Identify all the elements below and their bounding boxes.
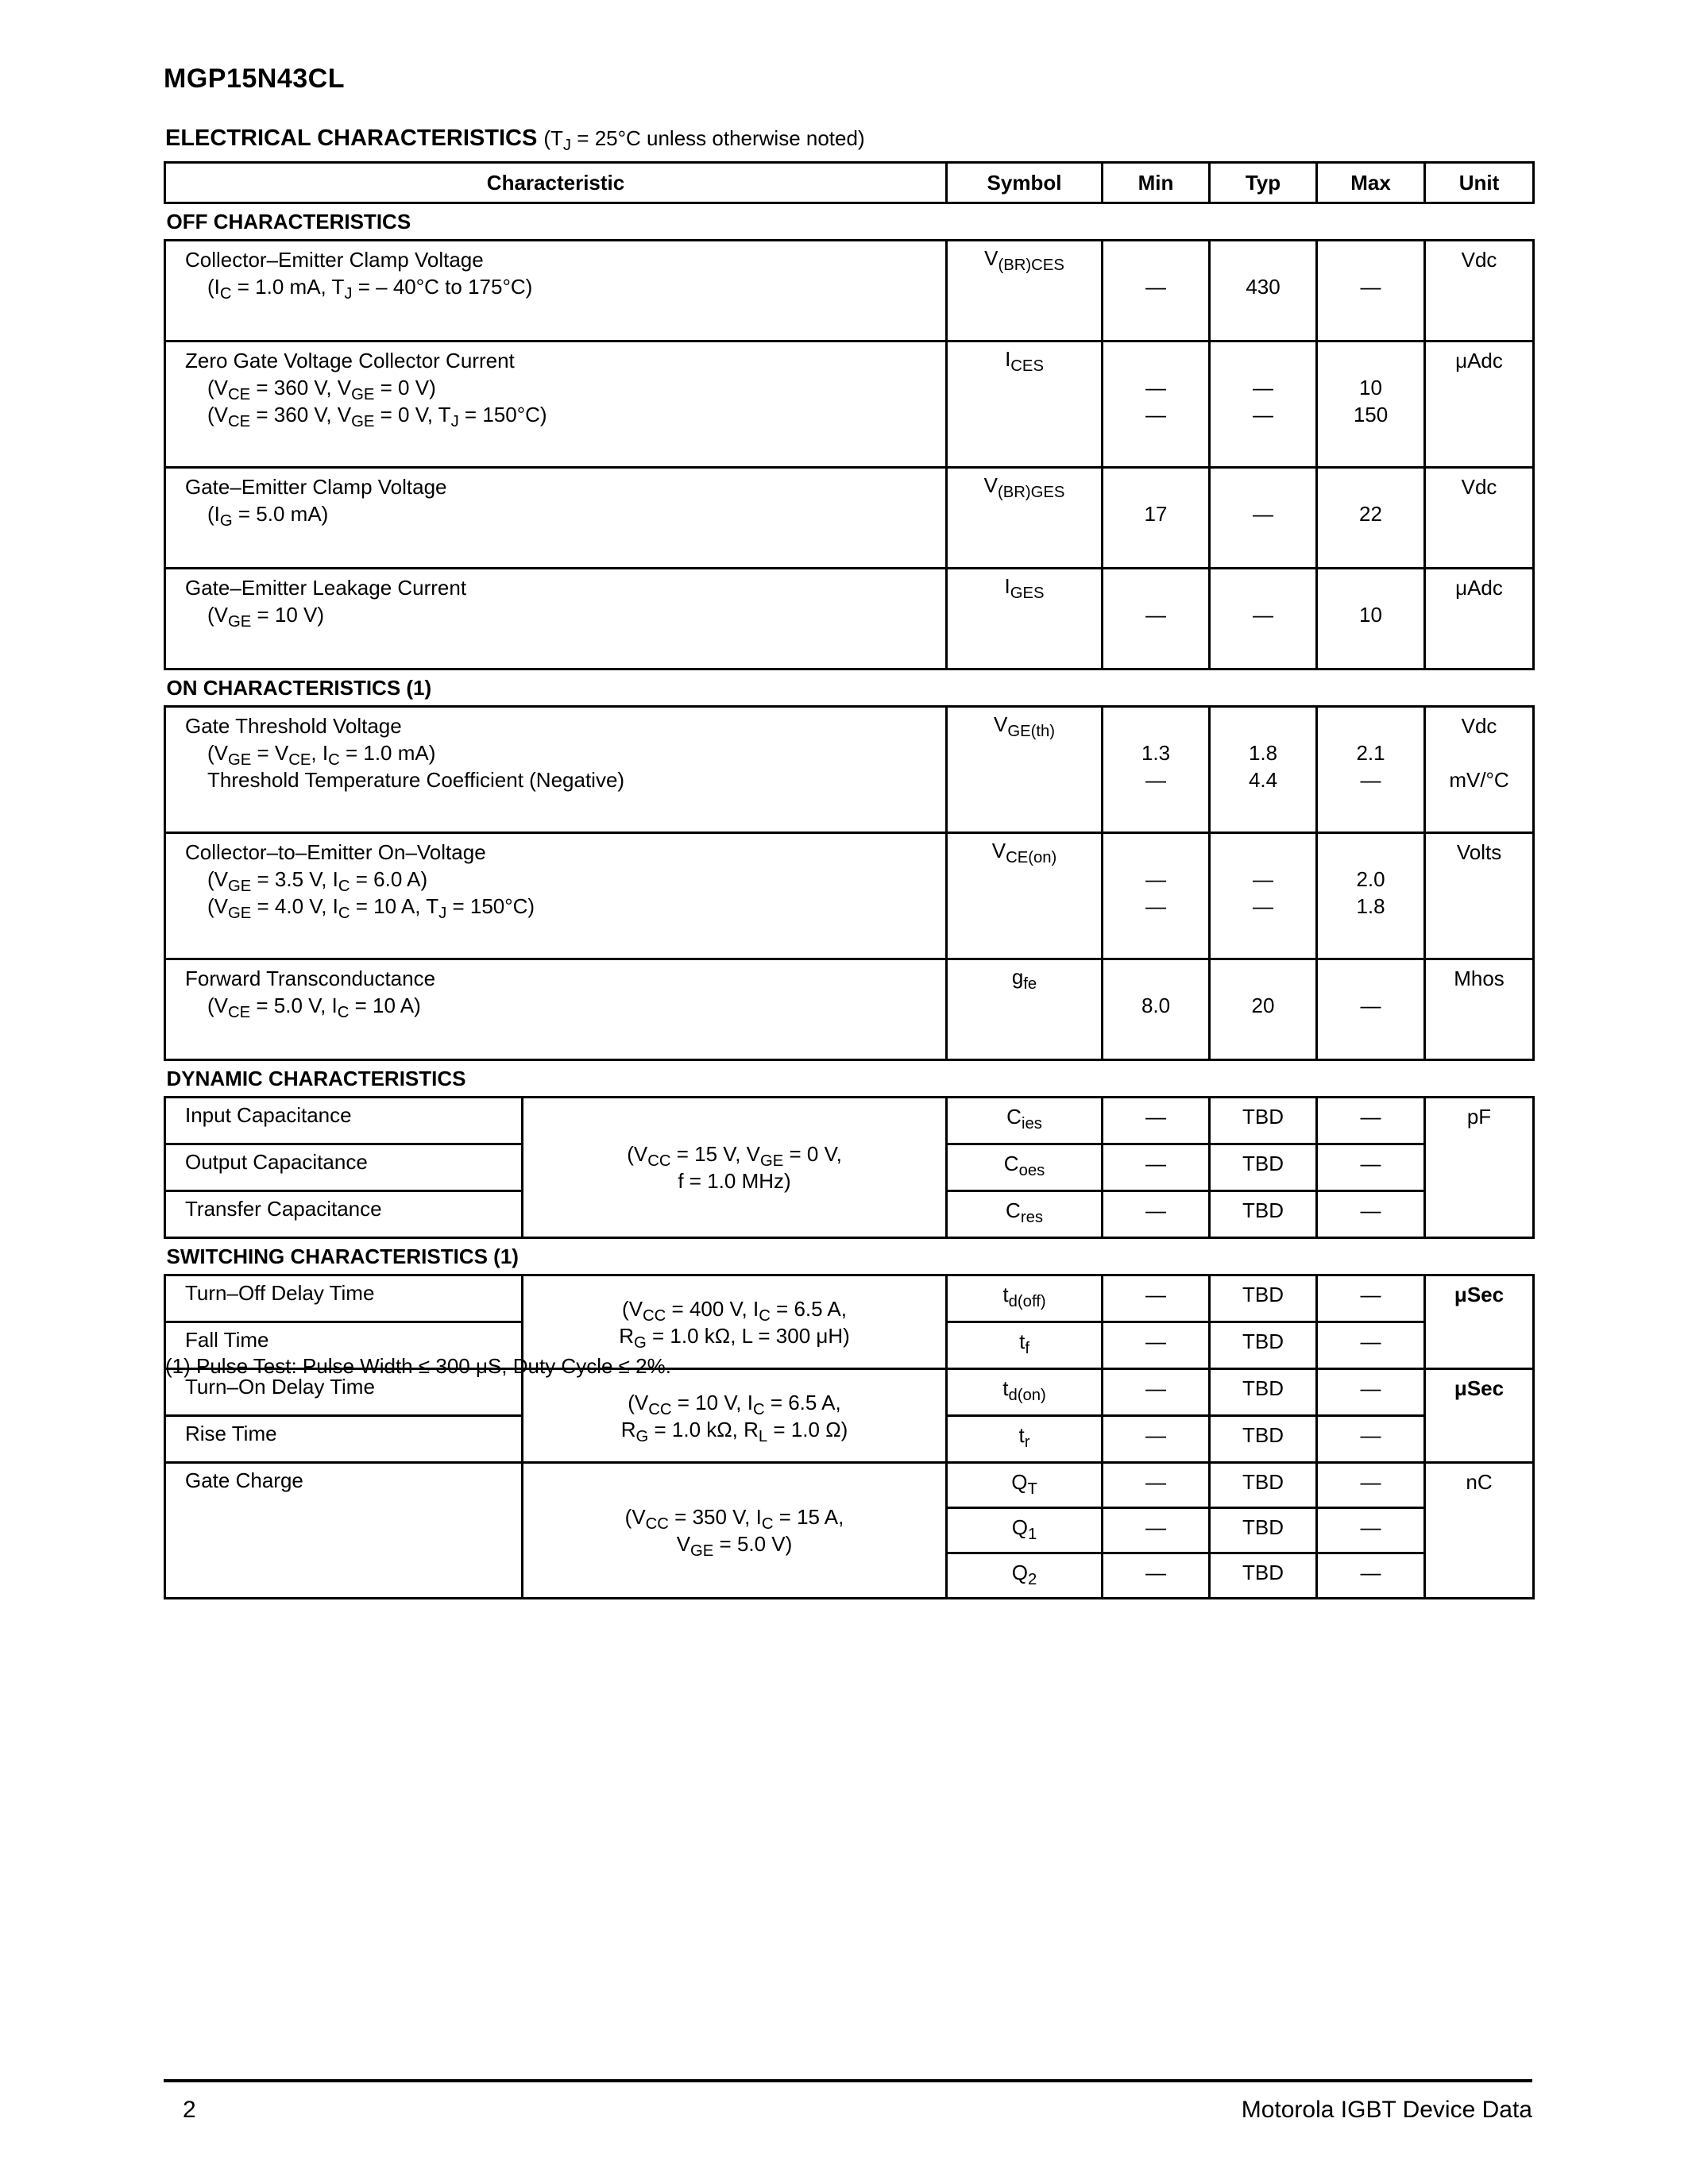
min-cell: — <box>1103 1508 1210 1553</box>
table-row <box>165 959 1534 1060</box>
max-cell: — <box>1317 1369 1425 1416</box>
characteristic-cell: Collector–Emitter Clamp Voltage ($I_C = 1.0$ mA, $T_J$ = – 40°C to 175°C) <box>165 241 947 341</box>
max-cell: — <box>1317 959 1425 1060</box>
min-cell: 1.3 — <box>1103 707 1210 833</box>
max-cell: — <box>1317 1416 1425 1463</box>
heading-title: ELECTRICAL CHARACTERISTICS <box>165 125 538 151</box>
part-number: MGP15N43CL <box>164 64 345 94</box>
min-cell: — <box>1103 241 1210 341</box>
characteristic-cell: Output Capacitance <box>165 1144 523 1191</box>
characteristic-cell: Turn–Off Delay Time <box>165 1275 523 1322</box>
symbol-cell: $g_{fe}$ <box>947 959 1103 1060</box>
col-header-min: Min <box>1103 163 1210 203</box>
symbol-cell: $I_{CES}$ <box>947 341 1103 468</box>
max-cell: 10 <box>1317 569 1425 669</box>
max-cell: — <box>1317 1322 1425 1369</box>
typ-cell: TBD <box>1210 1416 1317 1463</box>
typ-cell: TBD <box>1210 1098 1317 1144</box>
min-cell: — <box>1103 1463 1210 1508</box>
unit-cell: nC <box>1425 1463 1534 1599</box>
typ-cell: TBD <box>1210 1322 1317 1369</box>
footnote: (1) Pulse Test: Pulse Width ≤ 300 μS, Duty Cycle ≤ 2%. <box>165 1354 671 1378</box>
page-number: 2 <box>183 2097 196 2123</box>
symbol-cell: $t_f$ <box>947 1322 1103 1369</box>
max-cell: 2.1 — <box>1317 707 1425 833</box>
typ-cell: TBD <box>1210 1553 1317 1599</box>
table-row <box>165 1098 1534 1144</box>
characteristic-cell: Gate Charge <box>165 1463 523 1599</box>
table-heading <box>165 125 865 155</box>
typ-cell: — — <box>1210 341 1317 468</box>
max-cell: — <box>1317 1275 1425 1322</box>
symbol-cell: $V_{CE(on)}$ <box>947 833 1103 959</box>
characteristic-cell: Rise Time <box>165 1416 523 1463</box>
min-cell: — — <box>1103 341 1210 468</box>
characteristic-cell: Gate Threshold Voltage ($V_{GE} = V_{CE}$, $I_C = 1.0$ mA) Threshold Temperature Coefficient (Negative) <box>165 707 947 833</box>
max-cell: — <box>1317 1191 1425 1238</box>
min-cell: — — <box>1103 833 1210 959</box>
max-cell: — <box>1317 1463 1425 1508</box>
min-cell: — <box>1103 1098 1210 1144</box>
unit-cell: Vdc mV/°C <box>1425 707 1534 833</box>
symbol-cell: $V_{(BR)GES}$ <box>947 468 1103 569</box>
table-row <box>165 241 1534 341</box>
max-cell: 22 <box>1317 468 1425 569</box>
typ-cell: TBD <box>1210 1463 1317 1508</box>
typ-cell: TBD <box>1210 1275 1317 1322</box>
test-condition-cell: ($V_{CC} = 10$ V, $I_C = 6.5$ A, $R_G = 1.0$ kΩ, $R_L = 1.0$ Ω) <box>523 1369 947 1463</box>
table-row <box>165 1275 1534 1322</box>
symbol-cell: $Q_T$ <box>947 1463 1103 1508</box>
col-header-characteristic: Characteristic <box>165 163 947 203</box>
unit-cell: μSec <box>1425 1369 1534 1463</box>
unit-cell: μAdc <box>1425 341 1534 468</box>
typ-cell: — <box>1210 569 1317 669</box>
symbol-cell: $I_{GES}$ <box>947 569 1103 669</box>
characteristic-cell: Forward Transconductance ($V_{CE} = 5.0$ V, $I_C = 10$ A) <box>165 959 947 1060</box>
symbol-cell: $Q_2$ <box>947 1553 1103 1599</box>
symbol-cell: $C_{oes}$ <box>947 1144 1103 1191</box>
col-header-unit: Unit <box>1425 163 1534 203</box>
characteristic-cell: Gate–Emitter Clamp Voltage ($I_G = 5.0$ mA) <box>165 468 947 569</box>
col-header-symbol: Symbol <box>947 163 1103 203</box>
characteristic-cell: Gate–Emitter Leakage Current ($V_{GE} = 10$ V) <box>165 569 947 669</box>
min-cell: 17 <box>1103 468 1210 569</box>
col-header-max: Max <box>1317 163 1425 203</box>
max-cell: — <box>1317 241 1425 341</box>
typ-cell: TBD <box>1210 1144 1317 1191</box>
unit-cell: Vdc <box>1425 241 1534 341</box>
min-cell: — <box>1103 569 1210 669</box>
footer-rule <box>164 2079 1532 2082</box>
section-on-characteristics: ON CHARACTERISTICS (1) <box>165 669 1534 707</box>
unit-cell: Vdc <box>1425 468 1534 569</box>
symbol-cell: $V_{GE(th)}$ <box>947 707 1103 833</box>
characteristic-cell: Fall Time <box>165 1322 523 1369</box>
min-cell: — <box>1103 1144 1210 1191</box>
section-dynamic-characteristics: DYNAMIC CHARACTERISTICS <box>165 1060 1534 1098</box>
max-cell: 10 150 <box>1317 341 1425 468</box>
symbol-cell: $V_{(BR)CES}$ <box>947 241 1103 341</box>
heading-note: ($T_J = 25^\circ C$ unless otherwise noted) <box>543 126 865 155</box>
section-off-characteristics: OFF CHARACTERISTICS <box>165 203 1534 241</box>
table-row <box>165 569 1534 669</box>
typ-cell: — — <box>1210 833 1317 959</box>
test-condition-cell: ($V_{CC} = 350$ V, $I_C = 15$ A, $V_{GE} = 5.0$ V) <box>523 1463 947 1599</box>
header-row <box>165 163 1534 203</box>
table-row <box>165 707 1534 833</box>
unit-cell: μAdc <box>1425 569 1534 669</box>
min-cell: — <box>1103 1369 1210 1416</box>
typ-cell: 430 <box>1210 241 1317 341</box>
unit-cell: Mhos <box>1425 959 1534 1060</box>
typ-cell: 1.8 4.4 <box>1210 707 1317 833</box>
symbol-cell: $t_{d(on)}$ <box>947 1369 1103 1416</box>
unit-cell: Volts <box>1425 833 1534 959</box>
typ-cell: — <box>1210 468 1317 569</box>
table-row <box>165 833 1534 959</box>
footer-document-title: Motorola IGBT Device Data <box>1241 2097 1532 2123</box>
max-cell: — <box>1317 1553 1425 1599</box>
max-cell: — <box>1317 1098 1425 1144</box>
min-cell: 8.0 <box>1103 959 1210 1060</box>
typ-cell: TBD <box>1210 1508 1317 1553</box>
max-cell: 2.0 1.8 <box>1317 833 1425 959</box>
symbol-cell: $t_r$ <box>947 1416 1103 1463</box>
test-condition-cell: ($V_{CC} = 15$ V, $V_{GE} = 0$ V, f = 1.0 MHz) <box>523 1098 947 1238</box>
characteristic-cell: Collector–to–Emitter On–Voltage ($V_{GE} = 3.5$ V, $I_C = 6.0$ A) ($V_{GE} = 4.0$ V, $I_C = 10$ A, $T_J = 150^\circ C$) <box>165 833 947 959</box>
typ-cell: TBD <box>1210 1191 1317 1238</box>
typ-cell: 20 <box>1210 959 1317 1060</box>
max-cell: — <box>1317 1508 1425 1553</box>
min-cell: — <box>1103 1275 1210 1322</box>
typ-cell: TBD <box>1210 1369 1317 1416</box>
characteristic-cell: Zero Gate Voltage Collector Current ($V_{CE} = 360$ V, $V_{GE} = 0$ V) ($V_{CE} = 360$ V, $V_{GE} = 0$ V, $T_J = 150^\circ C$) <box>165 341 947 468</box>
max-cell: — <box>1317 1144 1425 1191</box>
table-row <box>165 341 1534 468</box>
min-cell: — <box>1103 1322 1210 1369</box>
col-header-typ: Typ <box>1210 163 1317 203</box>
characteristic-cell: Input Capacitance <box>165 1098 523 1144</box>
unit-cell: pF <box>1425 1098 1534 1238</box>
test-condition-cell: ($V_{CC} = 400$ V, $I_C = 6.5$ A, $R_G = 1.0$ kΩ, L = 300 μH) <box>523 1275 947 1369</box>
min-cell: — <box>1103 1191 1210 1238</box>
min-cell: — <box>1103 1416 1210 1463</box>
characteristic-cell: Transfer Capacitance <box>165 1191 523 1238</box>
electrical-characteristics-table <box>164 161 1535 1599</box>
section-switching-characteristics: SWITCHING CHARACTERISTICS (1) <box>165 1238 1534 1275</box>
characteristic-cell: Turn–On Delay Time <box>165 1369 523 1416</box>
symbol-cell: $C_{res}$ <box>947 1191 1103 1238</box>
symbol-cell: $C_{ies}$ <box>947 1098 1103 1144</box>
table-row <box>165 468 1534 569</box>
symbol-cell: $t_{d(off)}$ <box>947 1275 1103 1322</box>
table-row <box>165 1463 1534 1508</box>
unit-cell: μSec <box>1425 1275 1534 1369</box>
min-cell: — <box>1103 1553 1210 1599</box>
symbol-cell: $Q_1$ <box>947 1508 1103 1553</box>
